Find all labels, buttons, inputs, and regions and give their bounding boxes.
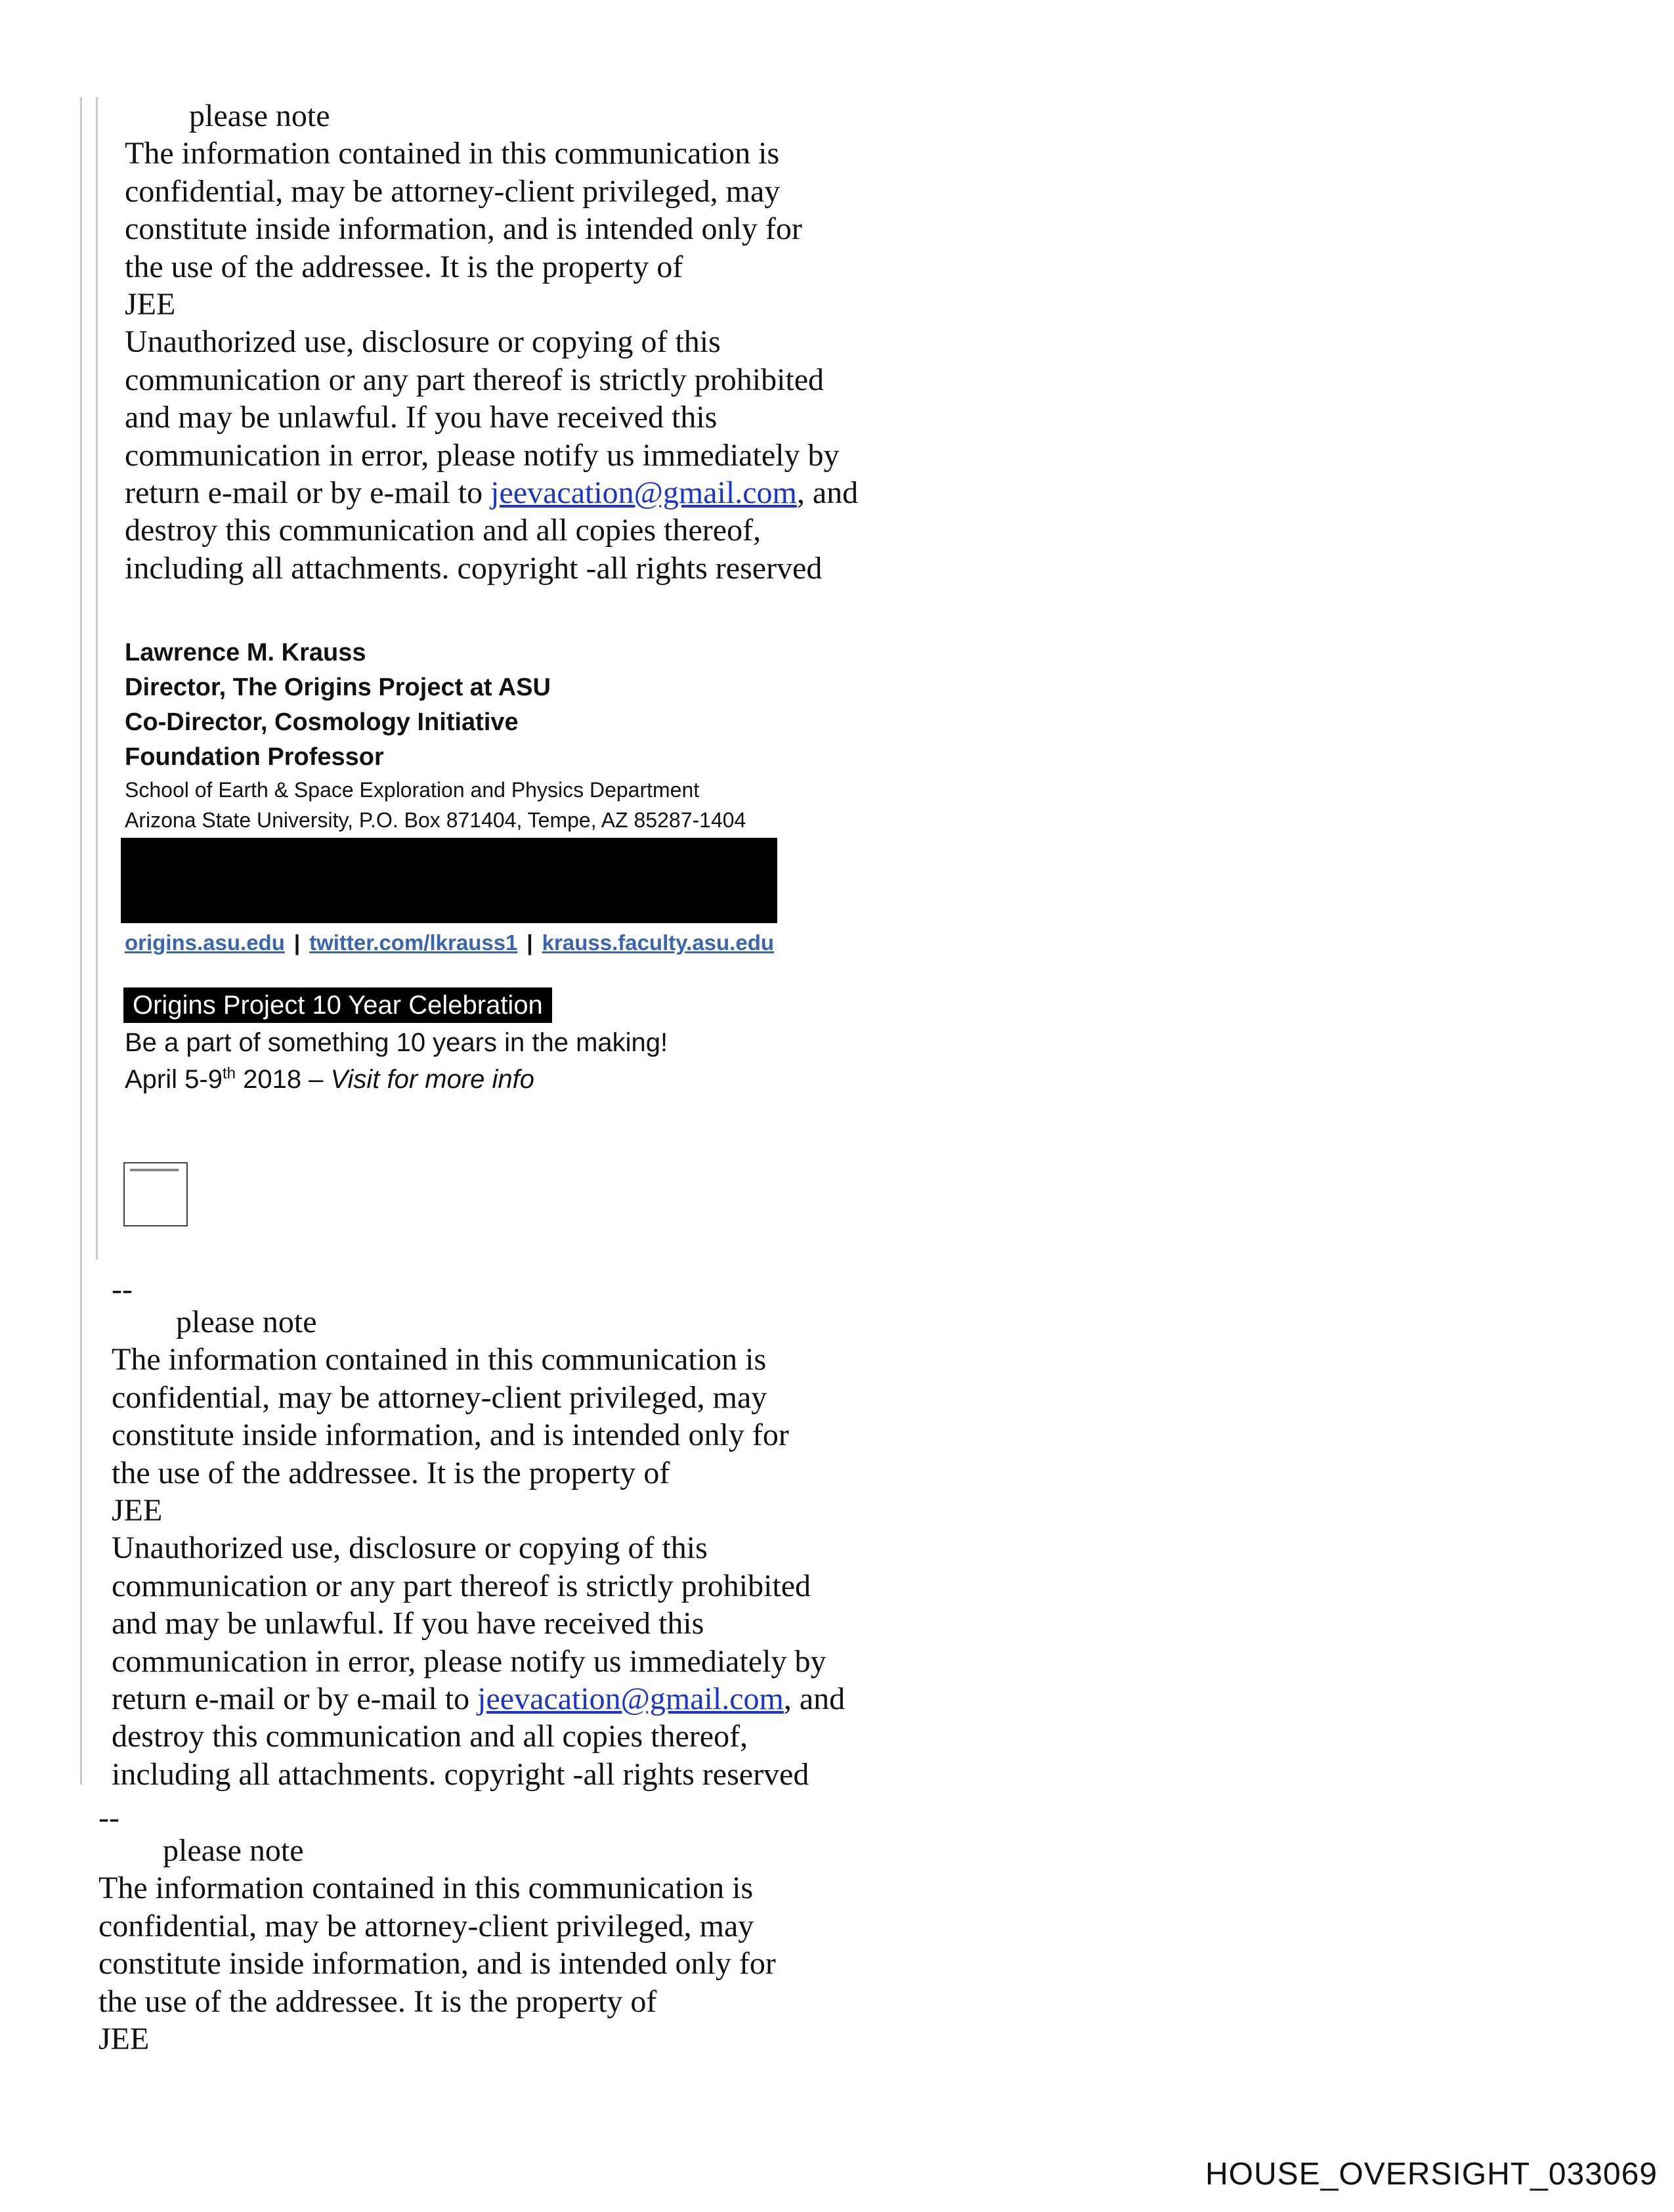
broken-image-placeholder — [123, 1162, 188, 1226]
separator-dashes: -- — [112, 1272, 133, 1307]
signature-title: Co-Director, Cosmology Initiative — [125, 708, 519, 736]
please-note-label: please note — [189, 98, 330, 133]
signature-title: Foundation Professor — [125, 743, 384, 771]
notice-line: constitute inside information, and is intended only for — [98, 1946, 776, 1982]
notice-line: the use of the addressee. It is the property of — [112, 1455, 670, 1490]
bates-number: HOUSE_OVERSIGHT_033069 — [1205, 2157, 1658, 2192]
notice-line: confidential, may be attorney-client privileged, may — [98, 1908, 754, 1943]
confidentiality-notice-2 — [112, 1303, 845, 1793]
notice-line: the use of the addressee. It is the property of — [125, 249, 683, 284]
celebration-tagline: Be a part of something 10 years in the making! — [125, 1028, 668, 1057]
please-note-label: please note — [163, 1833, 304, 1868]
celebration-date: April 5-9th 2018 – Visit for more info — [125, 1064, 535, 1094]
notice-line: The information contained in this communication is — [125, 136, 780, 171]
notice-line: including all attachments. copyright -all rights reserved — [125, 550, 823, 586]
signature-links — [125, 927, 774, 959]
notice-line: Unauthorized use, disclosure or copying of this — [125, 324, 721, 360]
notice-line: JEE — [98, 2022, 150, 2057]
notice-line: destroy this communication and all copies thereof, — [125, 513, 762, 548]
notice-line: confidential, may be attorney-client privileged, may — [125, 173, 781, 209]
signature-title: Director, The Origins Project at ASU — [125, 674, 551, 701]
celebration-banner[interactable]: Origins Project 10 Year Celebration — [123, 987, 552, 1023]
notice-email-line: return e-mail or by e-mail to jeevacation@gmail.com, and — [125, 475, 859, 511]
redaction-box — [121, 838, 777, 923]
notice-line: the use of the addressee. It is the property of — [98, 1984, 657, 2019]
signature-name: Lawrence M. Krauss — [125, 639, 366, 666]
notice-line: communication in error, please notify us immediately by — [112, 1643, 826, 1679]
email-link[interactable]: jeevacation@gmail.com — [477, 1681, 784, 1717]
notice-email-line: return e-mail or by e-mail to jeevacation@gmail.com, and — [112, 1681, 846, 1717]
link-separator: | — [526, 930, 533, 955]
email-signature — [125, 636, 912, 835]
image-alt-text-mark — [130, 1169, 179, 1171]
signature-department: School of Earth & Space Exploration and Physics Department — [125, 778, 700, 802]
notice-line: JEE — [125, 287, 176, 322]
visit-link[interactable]: Visit for more info — [330, 1065, 535, 1094]
confidentiality-notice-1 — [125, 97, 858, 587]
twitter-link[interactable]: twitter.com/lkrauss1 — [309, 930, 518, 955]
notice-line: confidential, may be attorney-client privileged, may — [112, 1379, 767, 1415]
please-note-label: please note — [176, 1305, 317, 1339]
notice-line: constitute inside information, and is intended only for — [112, 1418, 789, 1453]
notice-line: destroy this communication and all copies thereof, — [112, 1719, 748, 1754]
origins-link[interactable]: origins.asu.edu — [125, 930, 285, 955]
quote-bar-outer — [80, 97, 82, 1785]
notice-line: communication or any part thereof is strictly prohibited — [112, 1568, 811, 1603]
notice-line: including all attachments. copyright -all rights reserved — [112, 1756, 809, 1792]
email-link[interactable]: jeevacation@gmail.com — [490, 475, 797, 511]
notice-line: communication or any part thereof is strictly prohibited — [125, 362, 825, 397]
quote-bar-inner — [96, 97, 98, 1259]
confidentiality-notice-3 — [98, 1832, 776, 2058]
notice-line: JEE — [112, 1493, 163, 1529]
notice-line: constitute inside information, and is intended only for — [125, 211, 802, 247]
notice-line: The information contained in this communication is — [112, 1342, 767, 1377]
notice-line: communication in error, please notify us immediately by — [125, 437, 840, 473]
notice-line: Unauthorized use, disclosure or copying of this — [112, 1530, 708, 1566]
link-separator: | — [293, 930, 301, 955]
notice-line: The information contained in this communication is — [98, 1871, 754, 1906]
separator-dashes: -- — [98, 1800, 119, 1835]
notice-line: and may be unlawful. If you have received this — [125, 400, 718, 435]
faculty-link[interactable]: krauss.faculty.asu.edu — [542, 930, 775, 955]
signature-address: Arizona State University, P.O. Box 871404, Tempe, AZ 85287-1404 — [125, 808, 746, 832]
notice-line: and may be unlawful. If you have received this — [112, 1606, 704, 1641]
